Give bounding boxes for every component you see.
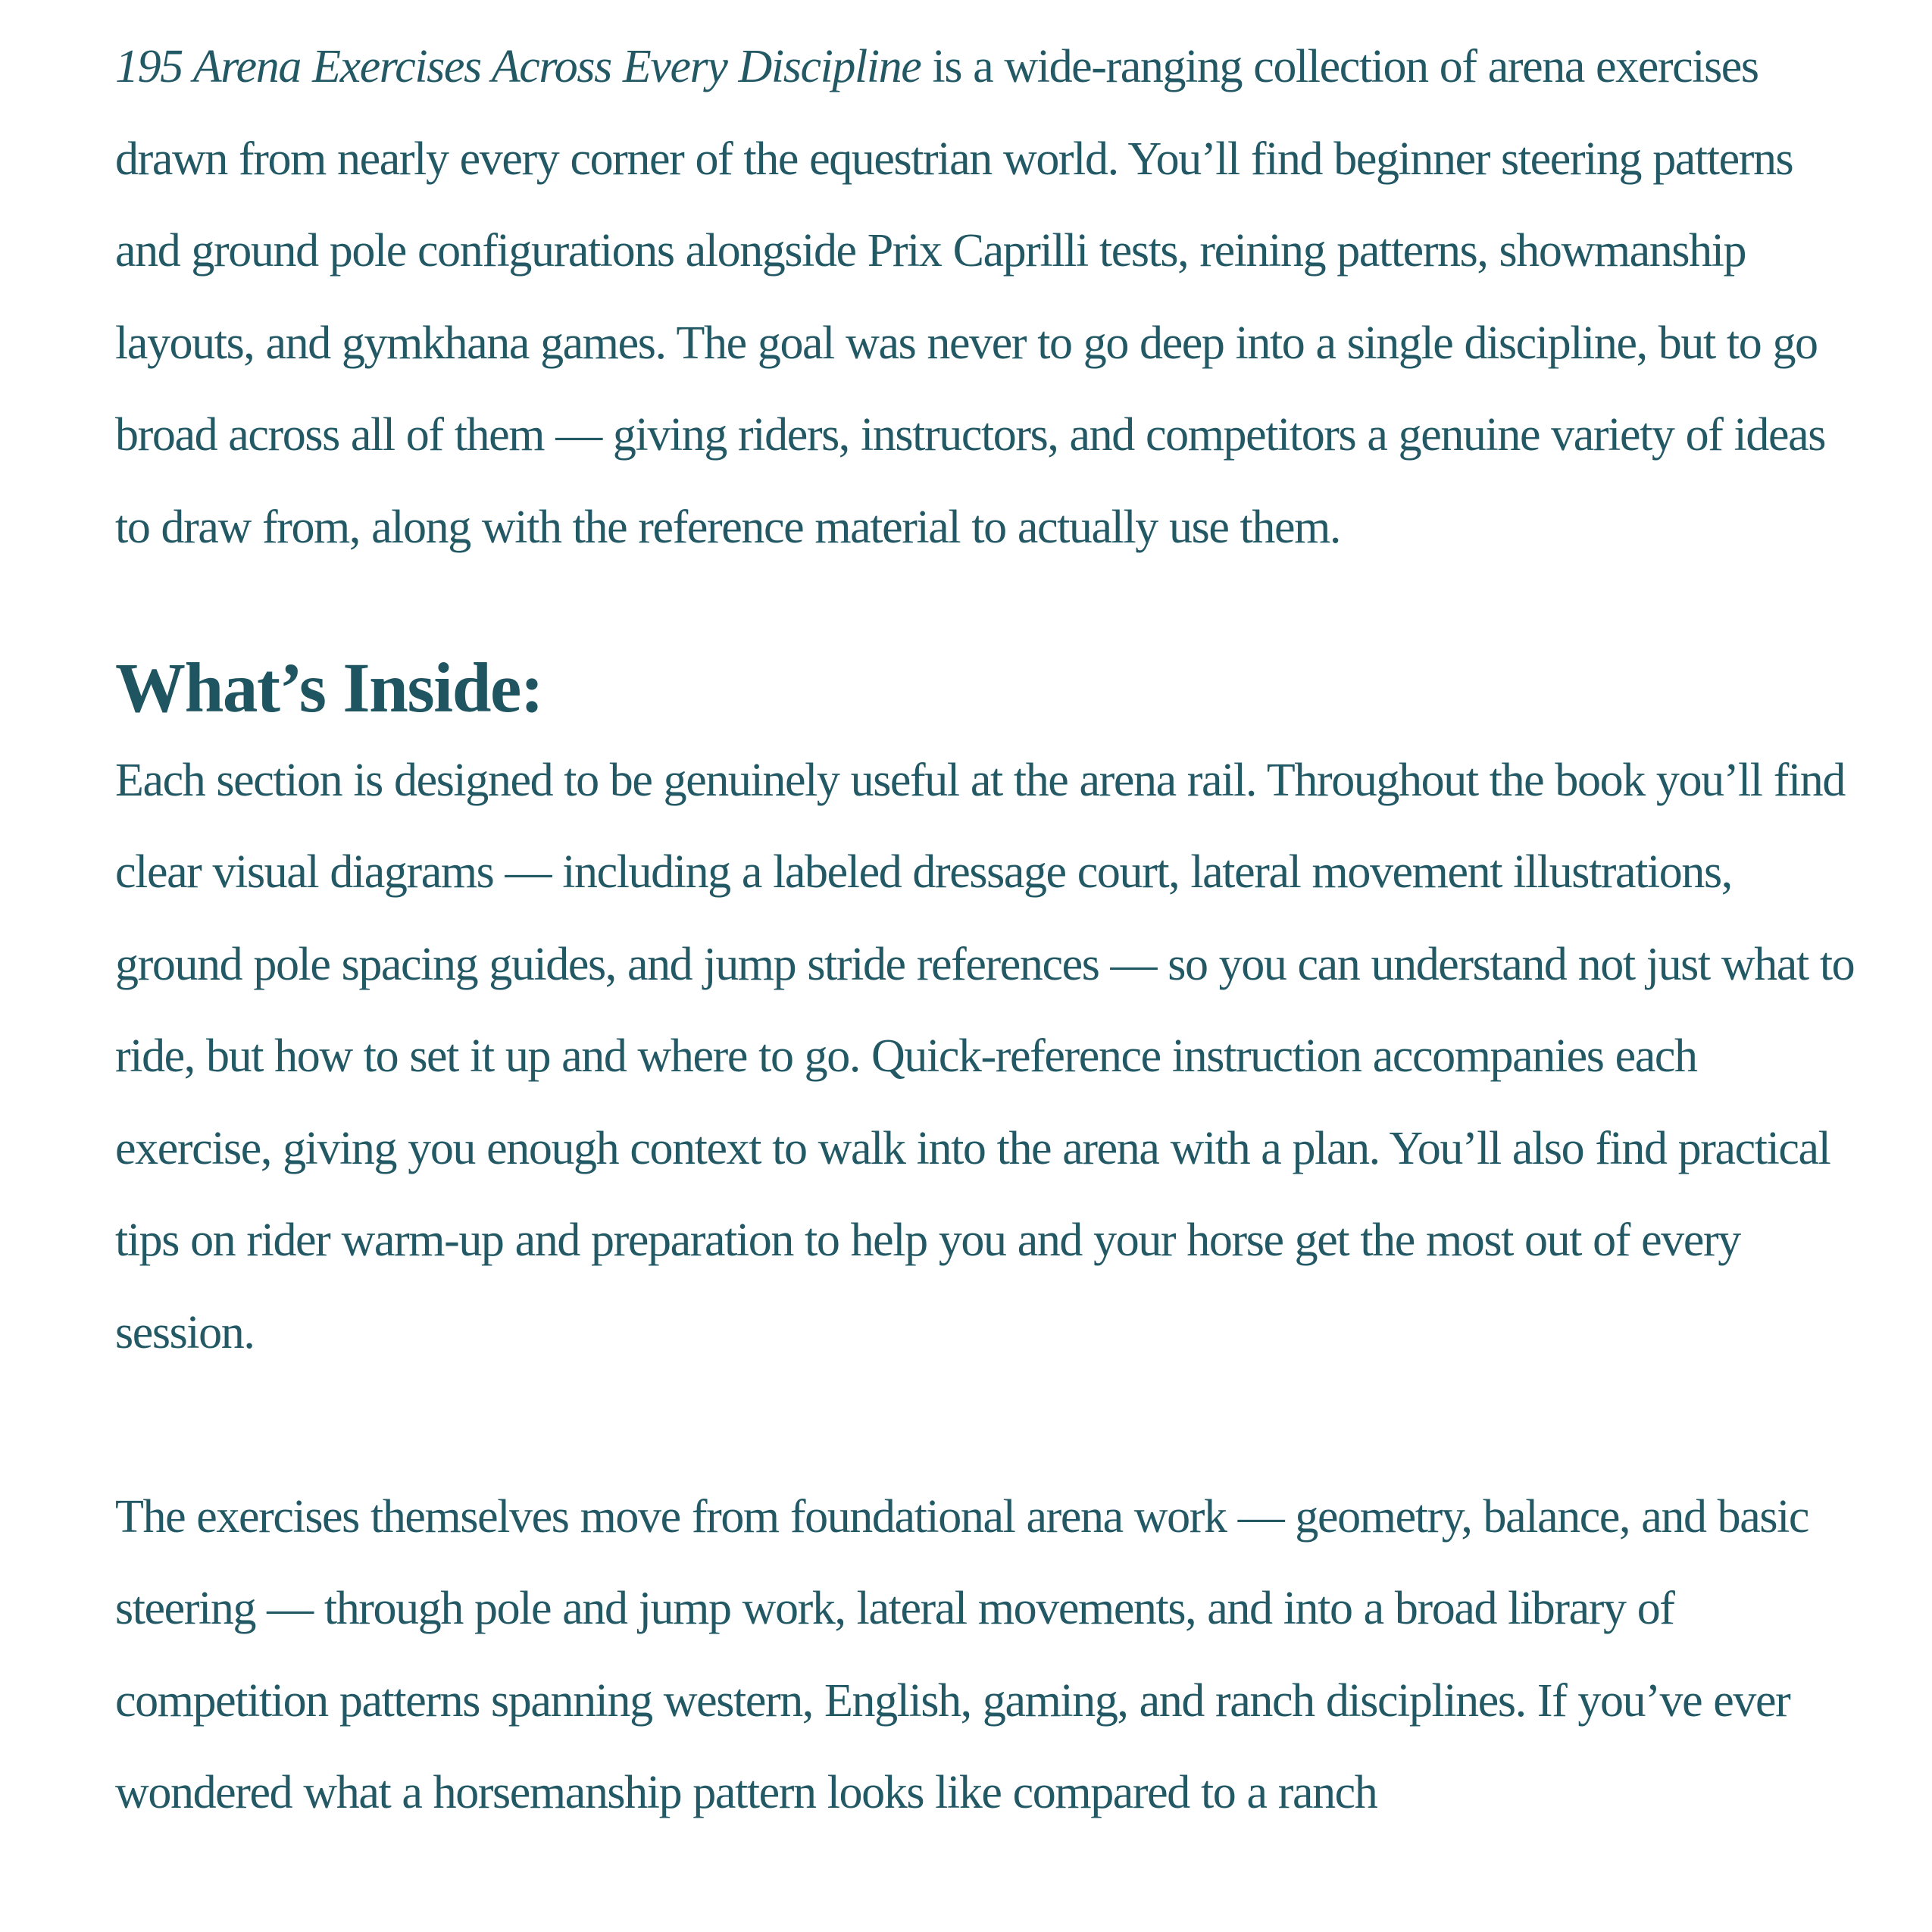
- paragraph-spacer: [115, 1379, 1858, 1471]
- exercises-paragraph: The exercises themselves move from foundational arena work — geometry, balance, and basic steering — through pole and jump work, lateral movements, and into a broad library of competition patterns spanning western, English, gaming, and ranch disciplines. If you’ve ever wondered what a horsemanship pattern looks like compared to a ranch: [115, 1490, 1809, 1818]
- whats-inside-paragraph: Each section is designed to be genuinely useful at the arena rail. Throughout the book you’ll find clear visual diagrams — including a labeled dressage court, lateral movement illustrations, ground pole spacing guides, and jump stride references — so you can understand not just what to ride, but how to set it up and where to go. Quick-reference instruction accompanies each exercise, giving you enough context to walk into the arena with a plan. You’ll also find practical tips on rider warm-up and preparation to help you and your horse get the most out of every session.: [115, 754, 1855, 1358]
- section-heading-whats-inside: What’s Inside:: [115, 649, 543, 727]
- description-body: [115, 21, 1858, 1840]
- intro-text: is a wide-ranging collection of arena exercises drawn from nearly every corner of the equestrian world. You’ll find beginner steering patterns and ground pole configurations alongside Prix Caprilli tests, reining patterns, showmanship layouts, and gymkhana games. The goal was never to go deep into a single discipline, but to go broad across all of them — giving riders, instructors, and competitors a genuine variety of ideas to draw from, along with the reference material to actually use them.: [115, 41, 1825, 553]
- intro-paragraph: [115, 21, 1858, 574]
- book-title: 195 Arena Exercises Across Every Discipline: [115, 41, 921, 92]
- paragraph-spacer: [115, 574, 1858, 642]
